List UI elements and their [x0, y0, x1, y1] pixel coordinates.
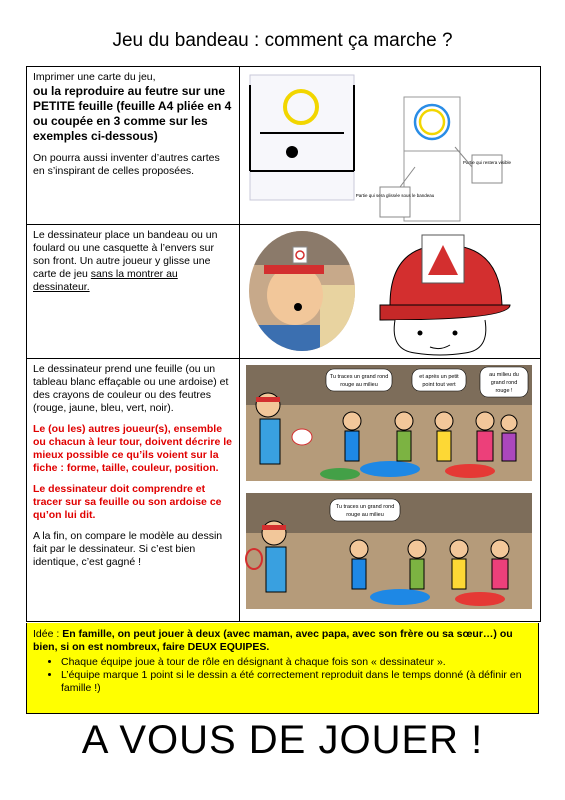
- svg-text:grand rond: grand rond: [490, 380, 518, 386]
- black-dot-icon: [286, 146, 298, 158]
- headband-text: Le dessinateur place un bandeau ou un foulard ou une casquette à l’envers sur son front. Un autre joueur y glisse une carte de jeu: [33, 229, 218, 280]
- row-print-card: [27, 67, 540, 225]
- svg-text:et après un petit: et après un petit: [419, 374, 459, 380]
- idea-bullet-2: • L’équipe marque 1 point si le dessin a été correctement reproduit dans le temps donné (à définir en famille !): [61, 669, 532, 695]
- classroom-scenes: [240, 359, 538, 621]
- idea-bullet-1: • Chaque équipe joue à tour de rôle en désignant à chaque fois son « dessinateur ».: [61, 656, 532, 669]
- row-headband-text: [27, 225, 240, 358]
- describe-instructions: Le (ou les) autres joueur(s), ensemble ou chacun à leur tour, doivent décrire le mieux possible ce qu’ils voient sur la fiche : forme, taille, couleur, position.: [33, 423, 232, 474]
- row-headband: [27, 225, 540, 359]
- drawer-instructions: Le dessinateur doit comprendre et tracer sur sa feuille ou son ardoise ce qu’on lui dit.: [33, 483, 222, 521]
- svg-text:rouge au milieu: rouge au milieu: [346, 512, 384, 518]
- speech-bubble-3: [480, 367, 528, 397]
- svg-text:rouge au milieu: rouge au milieu: [340, 382, 378, 388]
- speech-bubble-4: [330, 499, 400, 521]
- idea-bold: En famille, on peut jouer à deux (avec maman, avec papa, avec son frère ou sa sœur…) ou bien, si on est nombreux, faire DEUX EQUIPES.: [33, 628, 513, 653]
- cartoon-head: [380, 235, 510, 355]
- row-print-card-text: [27, 67, 240, 224]
- headband-text-underlined: sans la montrer au dessinateur.: [33, 268, 178, 293]
- headband-illustration: [240, 225, 538, 358]
- print-line: Imprimer une carte du jeu,: [33, 71, 156, 83]
- row-describe-images: [240, 359, 540, 621]
- idea-bullets: [33, 656, 532, 695]
- family-idea-box: [26, 623, 539, 714]
- page-title: Jeu du bandeau : comment ça marche ?: [112, 30, 453, 51]
- invent-cards-text: On pourra aussi inventer d’autres cartes en s’inspirant de celles proposées.: [33, 152, 220, 177]
- svg-text:rouge !: rouge !: [495, 388, 513, 394]
- note-visible: Partie qui restera visible: [462, 160, 512, 165]
- idea-label: Idée :: [33, 628, 63, 640]
- speech-bubble-1: [326, 369, 392, 391]
- card-example-1: [250, 75, 354, 200]
- svg-text:au milieu du: au milieu du: [489, 372, 519, 378]
- speech-bubble-2: [412, 369, 466, 391]
- row-headband-images: [240, 225, 540, 358]
- compare-text: A la fin, on compare le modèle au dessin fait par le dessinateur. Si c’est bien identique, c’est gagné !: [33, 530, 223, 568]
- print-instructions-bold: ou la reproduire au feutre sur une PETITE feuille (feuille A4 pliée en 4 ou coupée en 3 comme sur les exemples ci-dessous): [33, 84, 232, 143]
- call-to-action: A VOUS DE JOUER !: [81, 718, 484, 762]
- drawer-materials-text: Le dessinateur prend une feuille (ou un tableau blanc effaçable ou une ardoise) et des crayons de couleur ou des feutres (rouge, jaune, bleu, vert, noir).: [33, 363, 229, 414]
- row-describe: [27, 359, 540, 621]
- row-print-card-images: [240, 67, 540, 224]
- row-describe-text: [27, 359, 240, 621]
- svg-text:Tu traces un grand rond: Tu traces un grand rond: [329, 374, 389, 380]
- instructions-table: [26, 66, 541, 622]
- note-hidden: Partie qui sera glissée sous le bandeau: [355, 193, 435, 198]
- svg-text:Tu traces un grand rond: Tu traces un grand rond: [335, 504, 395, 510]
- svg-text:point tout vert: point tout vert: [422, 382, 456, 388]
- card-examples-illustration: [240, 67, 538, 224]
